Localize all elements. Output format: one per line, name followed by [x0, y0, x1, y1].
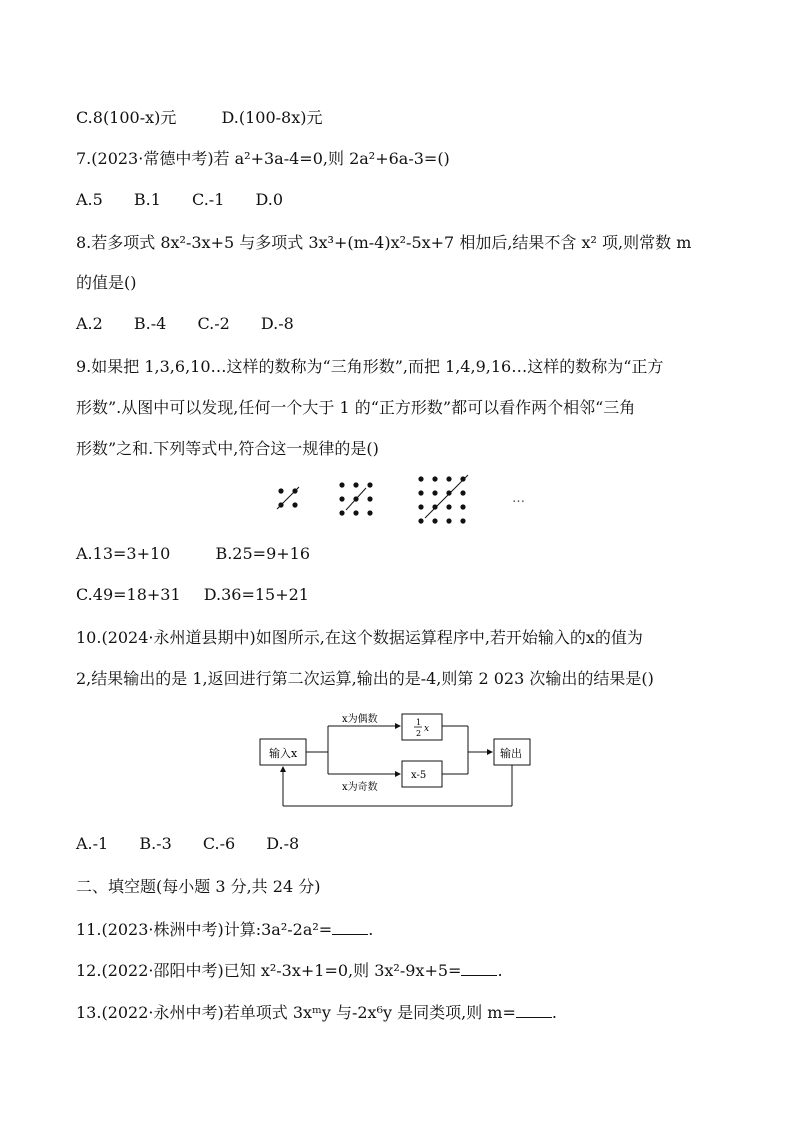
minus-five-label: x-5 [411, 770, 427, 781]
q11-answer-blank[interactable] [332, 920, 368, 935]
q10-option-a: A.-1 [76, 834, 109, 853]
half-var: x [424, 724, 430, 734]
q7-option-a: A.5 [76, 190, 103, 209]
q7-stem: 7.(2023·常德中考)若 a²+3a-4=0,则 2a²+6a-3=() [76, 149, 450, 168]
q10-stem-line2: 2,结果输出的是 1,返回进行第二次运算,输出的是-4,则第 2 023 次输出的结果是() [76, 669, 654, 688]
q6-option-d: D.(100-8x)元 [221, 108, 323, 127]
q8-option-c: C.-2 [197, 314, 230, 333]
dot-grid-4x4 [418, 476, 465, 523]
half-denominator: 2 [416, 729, 422, 738]
q9-options-row2 [76, 585, 335, 605]
half-numerator: 1 [416, 718, 422, 727]
square-number-dot-figure [260, 470, 550, 530]
output-box-label: 输出 [500, 747, 522, 760]
odd-branch-label: x为奇数 [342, 782, 378, 793]
divider-3x3 [346, 488, 366, 510]
divider-4x4 [425, 475, 468, 518]
q7-option-d: D.0 [255, 190, 284, 209]
q10-option-c: C.-6 [202, 834, 236, 853]
q11: 11.(2023·株洲中考)计算:3a²-2a²= . [76, 920, 374, 939]
q8-stem-line1: 8.若多项式 8x²-3x+5 与多项式 3x³+(m-4)x²-5x+7 相加后,结果不含 x² 项,则常数 m [76, 233, 692, 252]
q9-options-row1 [76, 544, 336, 564]
q11-stem: 11.(2023·株洲中考)计算:3a²-2a²= [76, 920, 333, 939]
q6-options [76, 108, 348, 128]
q9-stem-line2: 形数”.从图中可以发现,任何一个大于 1 的“正方形数”都可以看作两个相邻“三角 [76, 398, 636, 417]
q7-option-c: C.-1 [192, 190, 225, 209]
q12-answer-blank[interactable] [461, 961, 497, 976]
q8-option-d: D.-8 [260, 314, 294, 333]
q6-option-c: C.8(100-x)元 [76, 108, 177, 127]
ellipsis: … [512, 491, 525, 506]
q9-option-d: D.36=15+21 [203, 585, 309, 604]
section-heading-fill-in: 二、填空题(每小题 3 分,共 24 分) [76, 877, 321, 896]
q8-option-b: B.-4 [133, 314, 167, 333]
q8-stem-line2: 的值是() [76, 273, 137, 292]
q12-stem: 12.(2022·邵阳中考)已知 x²-3x+1=0,则 3x²-9x+5= [76, 961, 462, 980]
computation-flowchart [256, 708, 536, 814]
q8-options [76, 314, 320, 334]
even-branch-label: x为偶数 [342, 714, 378, 725]
q9-option-b: B.25=9+16 [215, 544, 311, 563]
q13: 13.(2022·永州中考)若单项式 3xᵐy 与-2x⁶y 是同类项,则 m= . [76, 1003, 557, 1022]
q9-stem-line1: 9.如果把 1,3,6,10…这样的数称为“三角形数”,而把 1,4,9,16…这样的数称为“正方 [76, 357, 664, 376]
q9-option-c: C.49=18+31 [76, 585, 181, 604]
q10-option-d: D.-8 [266, 834, 300, 853]
q9-option-a: A.13=3+10 [76, 544, 171, 563]
q13-answer-blank[interactable] [516, 1003, 552, 1018]
q8-option-a: A.2 [76, 314, 103, 333]
q12: 12.(2022·邵阳中考)已知 x²-3x+1=0,则 3x²-9x+5= . [76, 961, 503, 980]
q10-option-b: B.-3 [139, 834, 172, 853]
q7-options [76, 190, 309, 210]
q13-stem: 13.(2022·永州中考)若单项式 3xᵐy 与-2x⁶y 是同类项,则 m= [76, 1003, 516, 1022]
q10-options [76, 834, 325, 854]
q9-stem-line3: 形数”之和.下列等式中,符合这一规律的是() [76, 439, 379, 458]
input-box-label: 输入x [269, 747, 298, 760]
q7-option-b: B.1 [133, 190, 161, 209]
q10-stem-line1: 10.(2024·永州道县期中)如图所示,在这个数据运算程序中,若开始输入的x的值为 [76, 628, 643, 647]
